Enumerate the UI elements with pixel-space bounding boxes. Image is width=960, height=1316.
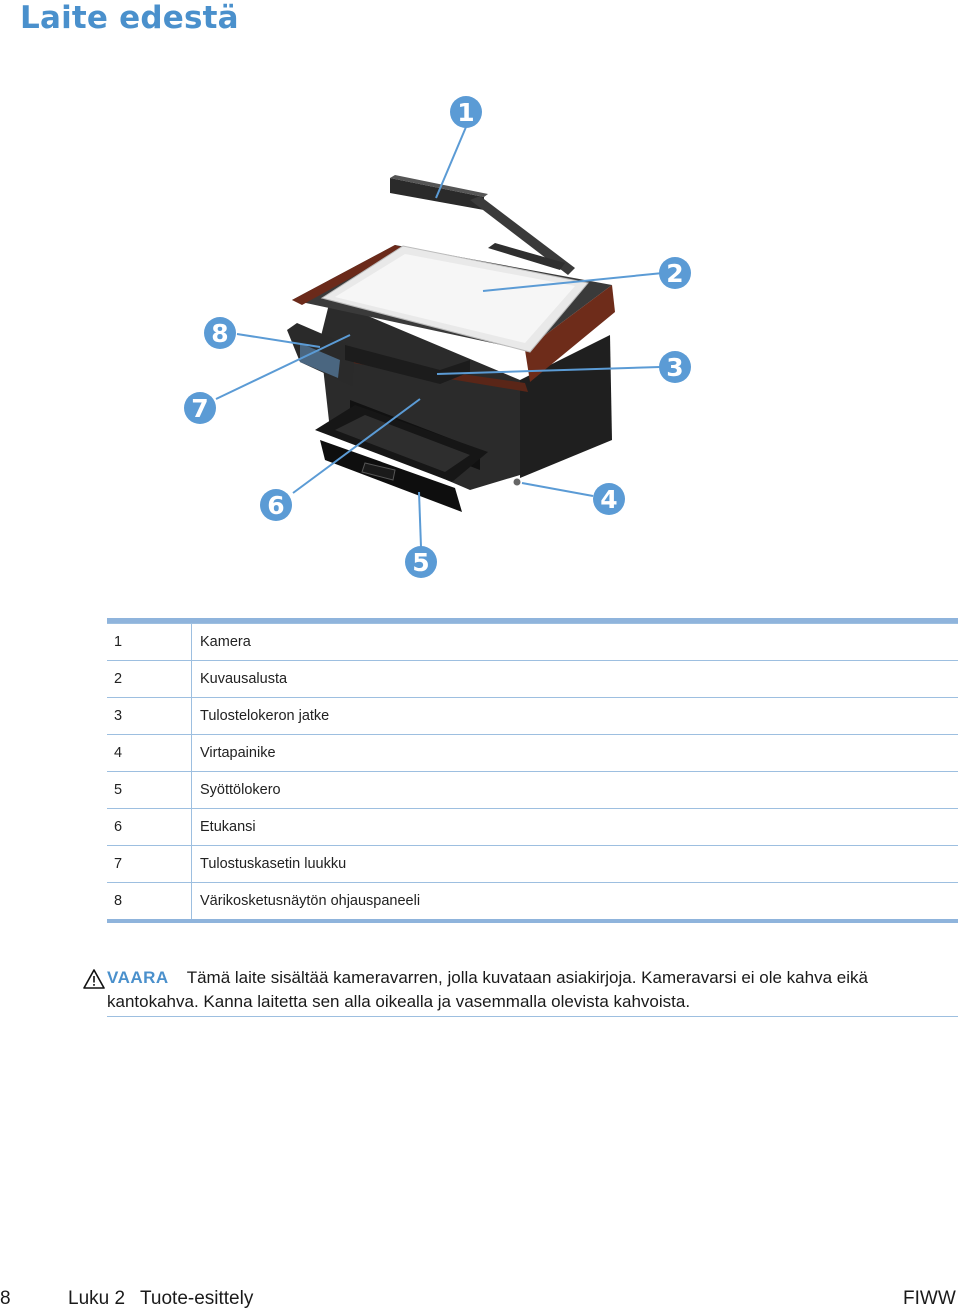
- part-name: Tulostuskasetin luukku: [192, 846, 959, 883]
- printer-body: [287, 245, 618, 514]
- svg-text:4: 4: [600, 485, 618, 514]
- table-row: [107, 735, 958, 772]
- part-number: 1: [107, 624, 192, 661]
- printer-illustration: [0, 60, 960, 600]
- callout-8: [204, 317, 236, 349]
- parts-table: [107, 618, 958, 923]
- callout-7: [184, 392, 216, 424]
- callout-6: [260, 489, 292, 521]
- part-name: Kamera: [192, 624, 959, 661]
- footer-page-number: 8: [0, 1288, 11, 1309]
- svg-text:2: 2: [666, 259, 684, 288]
- part-number: 3: [107, 698, 192, 735]
- table-row: [107, 846, 958, 883]
- part-name: Tulostelokeron jatke: [192, 698, 959, 735]
- svg-text:1: 1: [457, 98, 475, 127]
- warning-text: Tämä laite sisältää kameravarren, jolla kuvataan asiakirjoja. Kameravarsi ei ole kahva eikä kantokahva. Kanna laitetta sen alla oikealla ja vasemmalla olevista kahvoista.: [107, 968, 868, 1011]
- table-row: [107, 661, 958, 698]
- callout-3: [659, 351, 691, 383]
- callout-4: [593, 483, 625, 515]
- part-number: 5: [107, 772, 192, 809]
- table-row: [107, 624, 958, 661]
- part-number: 8: [107, 883, 192, 922]
- part-number: 7: [107, 846, 192, 883]
- table-row: [107, 809, 958, 846]
- part-number: 4: [107, 735, 192, 772]
- svg-text:5: 5: [412, 548, 430, 577]
- svg-text:8: 8: [211, 319, 229, 348]
- part-number: 2: [107, 661, 192, 698]
- callout-1: [450, 96, 482, 128]
- part-name: Etukansi: [192, 809, 959, 846]
- warning-triangle-icon: [83, 969, 105, 989]
- table-row: [107, 698, 958, 735]
- part-name: Kuvausalusta: [192, 661, 959, 698]
- footer-chapter: Luku 2: [68, 1288, 126, 1309]
- page-heading: Laite edestä: [20, 0, 239, 36]
- footer-edition: FIWW: [903, 1288, 956, 1309]
- footer-chapter-title: Tuote-esittely: [140, 1288, 254, 1309]
- callout-2: [659, 257, 691, 289]
- svg-text:6: 6: [267, 491, 285, 520]
- part-name: Syöttölokero: [192, 772, 959, 809]
- part-name: Virtapainike: [192, 735, 959, 772]
- part-number: 6: [107, 809, 192, 846]
- table-row: [107, 772, 958, 809]
- svg-text:7: 7: [191, 394, 209, 423]
- part-name: Värikosketusnäytön ohjauspaneeli: [192, 883, 959, 922]
- callout-5: [405, 546, 437, 578]
- svg-text:3: 3: [666, 353, 684, 382]
- warning-label: VAARA: [107, 968, 169, 987]
- table-row: [107, 883, 958, 922]
- warning-note: [107, 966, 958, 1017]
